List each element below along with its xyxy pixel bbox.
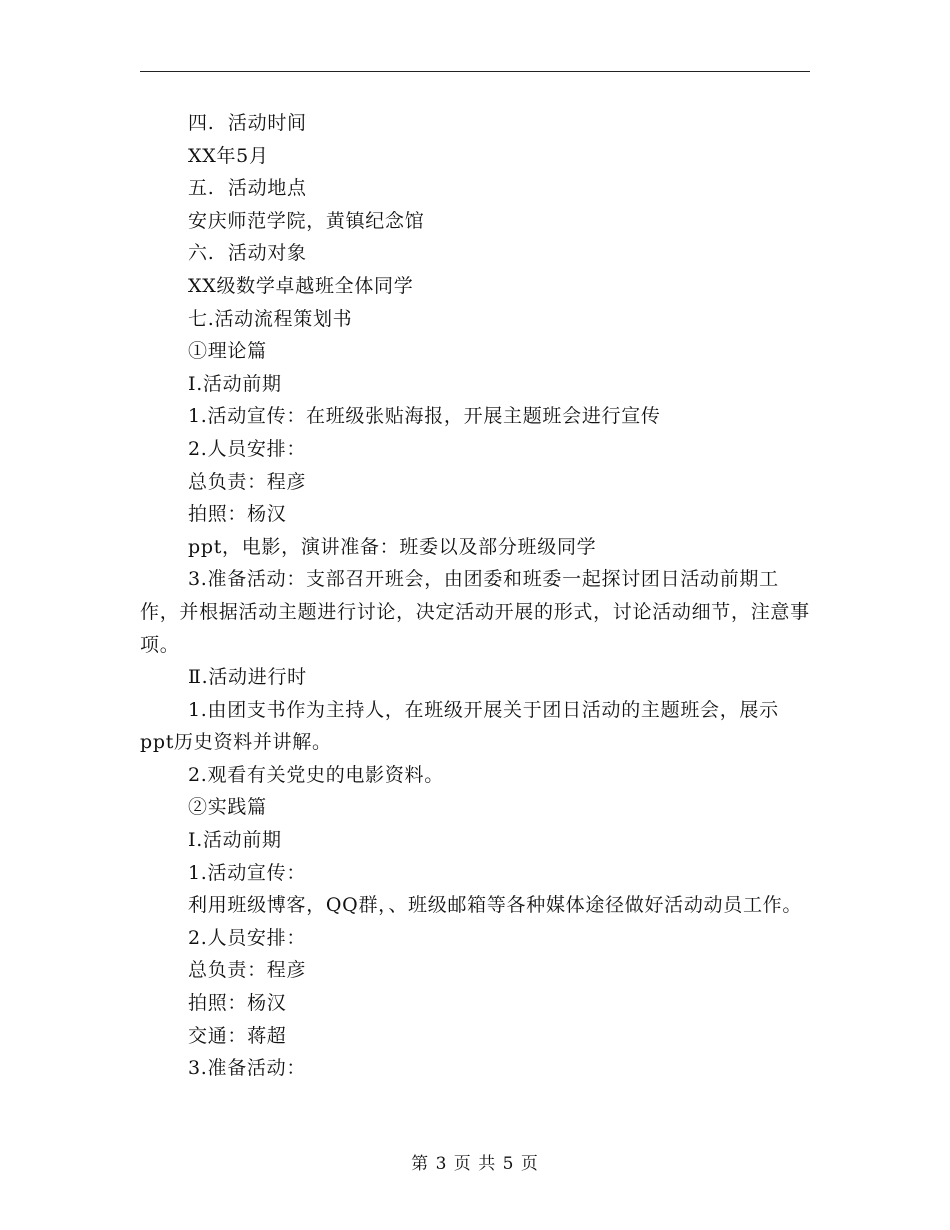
paragraph: 总负责：程彦	[188, 959, 307, 982]
paragraph: ②实践篇	[188, 796, 267, 819]
paragraph: 四. 活动时间	[188, 112, 307, 134]
document-body	[140, 107, 810, 1085]
paragraph: 拍照：杨汉	[188, 992, 287, 1015]
paragraph: Ⅰ.活动前期	[188, 372, 282, 395]
paragraph: 3.准备活动：	[188, 1057, 307, 1080]
page-number: 第 3 页 共 5 页	[411, 1154, 539, 1174]
paragraph: 2.人员安排：	[188, 926, 307, 949]
paragraph: 交通：蒋超	[188, 1024, 287, 1047]
paragraph: ①理论篇	[188, 340, 267, 363]
paragraph: 安庆师范学院，黄镇纪念馆	[188, 209, 425, 232]
paragraph: 六. 活动对象	[188, 242, 307, 265]
paragraph: Ⅰ.活动前期	[188, 829, 282, 852]
paragraph: 2.观看有关党史的电影资料。	[188, 763, 444, 786]
paragraph: 1.由团支书作为主持人，在班级开展关于团日活动的主题班会，展示ppt历史资料并讲解。	[140, 698, 779, 754]
paragraph: 利用班级博客，QQ群，、班级邮箱等各种媒体途径做好活动动员工作。	[188, 894, 803, 917]
paragraph: 五. 活动地点	[188, 177, 307, 200]
paragraph: Ⅱ.活动进行时	[188, 666, 307, 689]
paragraph: XX年5月	[188, 144, 269, 167]
paragraph: 1.活动宣传：在班级张贴海报，开展主题班会进行宣传	[188, 405, 661, 428]
paragraph: 2.人员安排：	[188, 437, 307, 460]
paragraph: XX级数学卓越班全体同学	[188, 274, 414, 297]
paragraph: 1.活动宣传：	[188, 861, 307, 884]
paragraph: 总负责：程彦	[188, 470, 307, 493]
header-rule	[140, 71, 810, 72]
paragraph: 七.活动流程策划书	[188, 307, 353, 330]
paragraph: 3.准备活动：支部召开班会，由团委和班委一起探讨团日活动前期工作，并根据活动主题进行讨论，决定活动开展的形式，讨论活动细节，注意事项。	[140, 568, 810, 656]
paragraph: 拍照：杨汉	[188, 503, 287, 526]
paragraph: ppt，电影，演讲准备：班委以及部分班级同学	[188, 535, 597, 558]
